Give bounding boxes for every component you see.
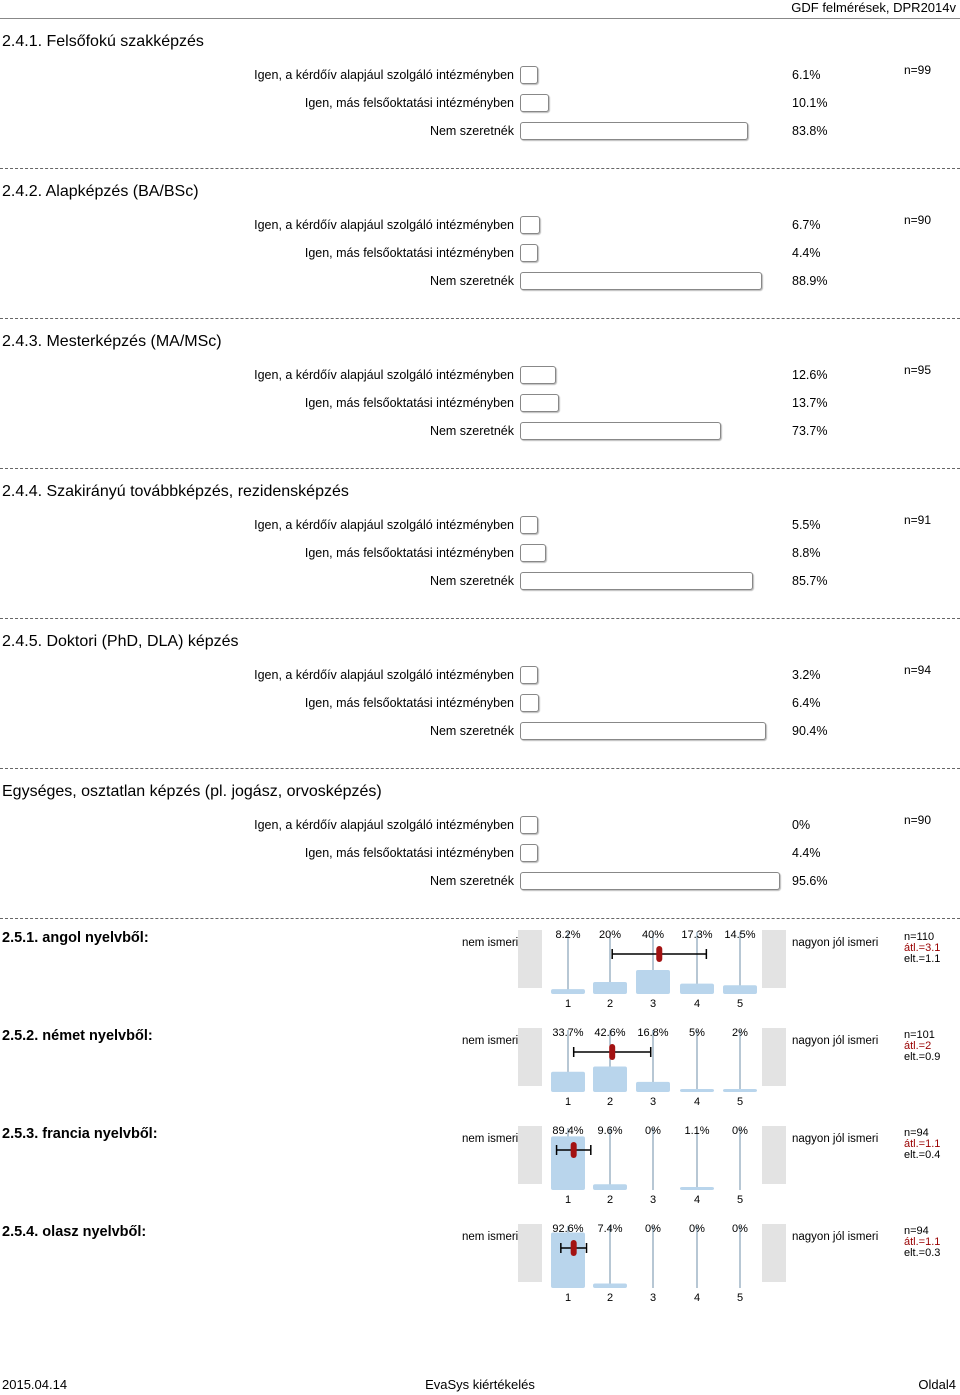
distribution-percent: 0%	[689, 1223, 705, 1235]
scale-high-label: nagyon jól ismeri	[792, 1035, 879, 1047]
option-bar	[520, 816, 538, 834]
stat-mean: átl.=1.1	[904, 1138, 941, 1150]
option-percent: 0%	[792, 818, 811, 832]
option-label: Igen, más felsőoktatási intézményben	[304, 546, 514, 560]
distribution-percent: 89.4%	[552, 1125, 584, 1137]
scale-tick-label: 5	[736, 998, 744, 1010]
option-label: Igen, a kérdőív alapjául szolgáló intézményben	[254, 368, 514, 382]
stat-n: n=101	[904, 1029, 935, 1041]
language-block	[0, 1118, 960, 1208]
section-title: 2.4.2. Alapképzés (BA/BSc)	[2, 183, 199, 200]
scale-tick-label: 3	[649, 1292, 657, 1304]
distribution-bar	[551, 1072, 585, 1092]
scale-high-label: nagyon jól ismeri	[792, 937, 879, 949]
option-label: Nem szeretnék	[429, 724, 514, 738]
scale-right-shade	[762, 1126, 786, 1184]
scale-left-shade	[518, 1126, 542, 1184]
distribution-percent: 42.6%	[594, 1027, 626, 1039]
scale-tick-label: 4	[693, 1292, 701, 1304]
option-label: Igen, más felsőoktatási intézményben	[304, 396, 514, 410]
scale-tick-label: 5	[736, 1292, 744, 1304]
section-divider	[0, 918, 960, 919]
header-divider	[0, 18, 960, 19]
scale-low-label: nem ismeri	[462, 1035, 519, 1047]
option-label: Igen, más felsőoktatási intézményben	[304, 846, 514, 860]
option-bar	[520, 572, 753, 590]
scale-tick-label: 1	[564, 1096, 572, 1108]
stat-deviation: elt.=0.4	[904, 1149, 941, 1161]
distribution-percent: 2%	[732, 1027, 748, 1039]
option-bar	[520, 872, 780, 890]
scale-high-label: nagyon jól ismeri	[792, 1231, 879, 1243]
respondent-count: n=94	[904, 663, 932, 677]
option-percent: 6.4%	[792, 696, 821, 710]
option-bar	[520, 516, 538, 534]
option-label: Igen, a kérdőív alapjául szolgáló intézményben	[254, 818, 514, 832]
scale-left-shade	[518, 1224, 542, 1282]
distribution-percent: 0%	[732, 1125, 748, 1137]
stat-deviation: elt.=0.9	[904, 1051, 941, 1063]
distribution-bar	[680, 984, 714, 994]
language-title: 2.5.4. olasz nyelvből:	[2, 1224, 147, 1240]
distribution-percent: 20%	[598, 929, 622, 941]
mean-marker	[609, 1044, 615, 1060]
section-divider	[0, 768, 960, 769]
option-percent: 85.7%	[792, 574, 828, 588]
option-percent: 8.8%	[792, 546, 821, 560]
distribution-percent: 40%	[641, 929, 665, 941]
section-divider	[0, 168, 960, 169]
option-percent: 4.4%	[792, 846, 821, 860]
distribution-percent: 7.4%	[597, 1223, 623, 1235]
distribution-bar	[551, 1136, 585, 1190]
distribution-percent: 14.5%	[724, 929, 756, 941]
scale-tick-label: 2	[606, 998, 614, 1010]
section-title: 2.4.3. Mesterképzés (MA/MSc)	[2, 333, 222, 350]
option-percent: 6.7%	[792, 218, 821, 232]
option-label: Nem szeretnék	[429, 874, 514, 888]
option-percent: 73.7%	[792, 424, 828, 438]
option-label: Igen, más felsőoktatási intézményben	[304, 696, 514, 710]
option-label: Nem szeretnék	[429, 124, 514, 138]
option-bar	[520, 722, 766, 740]
section-divider	[0, 318, 960, 319]
footer-date: 2015.04.14	[2, 1377, 68, 1392]
option-label: Igen, a kérdőív alapjául szolgáló intézményben	[254, 668, 514, 682]
distribution-percent: 0%	[645, 1223, 661, 1235]
scale-low-label: nem ismeri	[462, 937, 519, 949]
distribution-percent: 8.2%	[555, 929, 581, 941]
section-divider	[0, 618, 960, 619]
scale-tick-label: 3	[649, 1096, 657, 1108]
option-label: Igen, más felsőoktatási intézményben	[304, 246, 514, 260]
section-title: 2.4.4. Szakirányú továbbképzés, rezidensképzés	[2, 483, 349, 500]
header-title: GDF felmérések, DPR2014v	[791, 0, 956, 15]
respondent-count: n=91	[904, 513, 932, 527]
option-label: Igen, más felsőoktatási intézményben	[304, 96, 514, 110]
section-title: 2.4.5. Doktori (PhD, DLA) képzés	[2, 633, 239, 650]
scale-tick-label: 1	[564, 998, 572, 1010]
option-label: Igen, a kérdőív alapjául szolgáló intézményben	[254, 218, 514, 232]
language-stats	[904, 1030, 940, 1063]
scale-right-shade	[762, 1224, 786, 1282]
option-bar	[520, 216, 540, 234]
scale-tick-label: 1	[564, 1292, 572, 1304]
option-bar	[520, 94, 549, 112]
distribution-percent: 9.6%	[597, 1125, 623, 1137]
option-bar	[520, 544, 546, 562]
language-title: 2.5.3. francia nyelvből:	[2, 1126, 158, 1142]
distribution-bar	[593, 1184, 627, 1190]
option-label: Nem szeretnék	[429, 574, 514, 588]
scale-tick-label: 2	[606, 1292, 614, 1304]
scale-tick-label: 5	[736, 1096, 744, 1108]
option-bar	[520, 694, 539, 712]
scale-tick-label: 4	[693, 998, 701, 1010]
survey-section	[0, 633, 960, 743]
distribution-bar	[680, 1089, 714, 1092]
distribution-bar	[593, 982, 627, 994]
option-bar	[520, 394, 559, 412]
option-bar	[520, 244, 538, 262]
scale-tick-label: 4	[693, 1194, 701, 1206]
option-label: Igen, a kérdőív alapjául szolgáló intézményben	[254, 68, 514, 82]
option-label: Igen, a kérdőív alapjául szolgáló intézményben	[254, 518, 514, 532]
mean-marker	[571, 1142, 577, 1158]
option-percent: 83.8%	[792, 124, 828, 138]
section-divider	[0, 468, 960, 469]
distribution-bar	[593, 1066, 627, 1092]
option-bar	[520, 666, 538, 684]
scale-left-shade	[518, 1028, 542, 1086]
scale-tick-label: 3	[649, 998, 657, 1010]
distribution-bar	[551, 989, 585, 994]
option-percent: 95.6%	[792, 874, 828, 888]
distribution-bar	[723, 1089, 757, 1092]
scale-high-label: nagyon jól ismeri	[792, 1133, 879, 1145]
stat-mean: átl.=1.1	[904, 1236, 941, 1248]
distribution-percent: 1.1%	[684, 1125, 710, 1137]
stat-n: n=94	[904, 1127, 929, 1139]
stat-deviation: elt.=1.1	[904, 953, 941, 965]
distribution-bar	[723, 985, 757, 994]
stat-mean: átl.=2	[904, 1040, 932, 1052]
language-block	[0, 1020, 960, 1110]
scale-right-shade	[762, 930, 786, 988]
stat-n: n=110	[904, 931, 935, 943]
language-block	[0, 922, 960, 1012]
footer-page: Oldal4	[918, 1377, 956, 1392]
option-percent: 5.5%	[792, 518, 821, 532]
scale-low-label: nem ismeri	[462, 1133, 519, 1145]
option-bar	[520, 66, 538, 84]
respondent-count: n=99	[904, 63, 932, 77]
option-percent: 10.1%	[792, 96, 828, 110]
option-label: Nem szeretnék	[429, 274, 514, 288]
survey-section	[0, 33, 960, 143]
language-stats	[904, 932, 940, 965]
scale-right-shade	[762, 1028, 786, 1086]
language-stats	[904, 1226, 940, 1259]
survey-section	[0, 333, 960, 443]
option-percent: 88.9%	[792, 274, 828, 288]
option-percent: 13.7%	[792, 396, 828, 410]
respondent-count: n=90	[904, 213, 932, 227]
scale-tick-label: 4	[693, 1096, 701, 1108]
language-title: 2.5.2. német nyelvből:	[2, 1028, 153, 1044]
distribution-percent: 17.3%	[681, 929, 713, 941]
language-title: 2.5.1. angol nyelvből:	[2, 930, 149, 946]
section-title: 2.4.1. Felsőfokú szakképzés	[2, 33, 204, 50]
scale-low-label: nem ismeri	[462, 1231, 519, 1243]
stat-deviation: elt.=0.3	[904, 1247, 941, 1259]
mean-marker	[571, 1240, 577, 1256]
scale-tick-label: 2	[606, 1194, 614, 1206]
option-bar	[520, 366, 556, 384]
distribution-percent: 33.7%	[552, 1027, 584, 1039]
option-bar	[520, 844, 538, 862]
scale-left-shade	[518, 930, 542, 988]
option-percent: 4.4%	[792, 246, 821, 260]
scale-tick-label: 1	[564, 1194, 572, 1206]
distribution-percent: 16.8%	[637, 1027, 669, 1039]
option-bar	[520, 122, 748, 140]
scale-tick-label: 3	[649, 1194, 657, 1206]
language-stats	[904, 1128, 940, 1161]
scale-tick-label: 5	[736, 1194, 744, 1206]
respondent-count: n=95	[904, 363, 932, 377]
option-percent: 12.6%	[792, 368, 828, 382]
footer-center: EvaSys kiértékelés	[425, 1377, 535, 1392]
distribution-percent: 92.6%	[552, 1223, 584, 1235]
option-label: Nem szeretnék	[429, 424, 514, 438]
survey-section	[0, 183, 960, 293]
distribution-percent: 0%	[645, 1125, 661, 1137]
distribution-bar	[680, 1187, 714, 1190]
distribution-percent: 5%	[689, 1027, 705, 1039]
option-percent: 3.2%	[792, 668, 821, 682]
option-bar	[520, 272, 762, 290]
survey-section	[0, 483, 960, 593]
distribution-bar	[551, 1232, 585, 1288]
option-percent: 90.4%	[792, 724, 828, 738]
language-block	[0, 1216, 960, 1306]
distribution-bar	[636, 970, 670, 994]
distribution-percent: 0%	[732, 1223, 748, 1235]
mean-marker	[656, 946, 662, 962]
distribution-bar	[593, 1284, 627, 1288]
option-percent: 6.1%	[792, 68, 821, 82]
stat-n: n=94	[904, 1225, 929, 1237]
respondent-count: n=90	[904, 813, 932, 827]
scale-tick-label: 2	[606, 1096, 614, 1108]
option-bar	[520, 422, 721, 440]
stat-mean: átl.=3.1	[904, 942, 941, 954]
survey-section	[0, 783, 960, 893]
distribution-bar	[636, 1082, 670, 1092]
section-title: Egységes, osztatlan képzés (pl. jogász, orvosképzés)	[2, 783, 382, 800]
